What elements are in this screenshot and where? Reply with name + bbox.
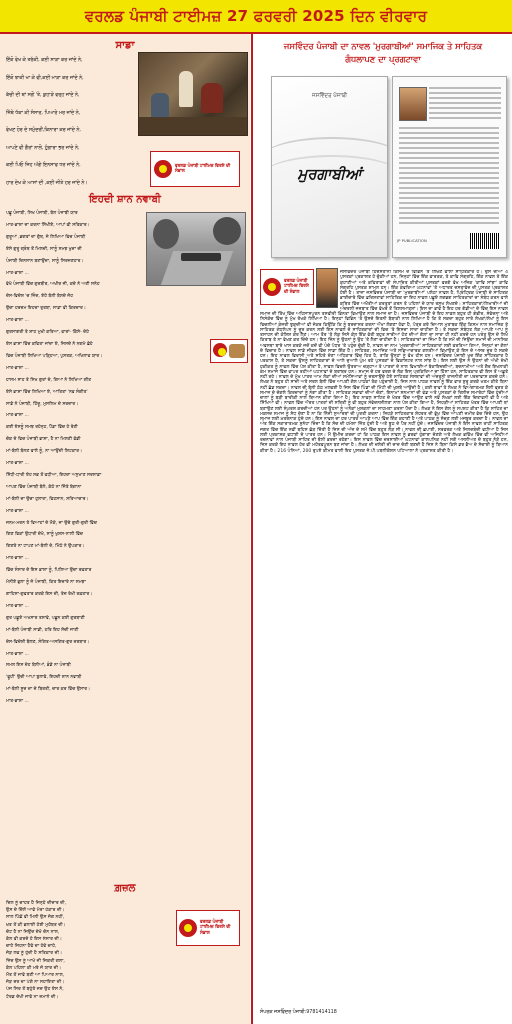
poem-line: ਖ਼ਤ ਤੋਂ ਕੀ ਭਲਾਈ ਹੋਈ ਮੁਹੱਬਤ ਦੀ। [6, 922, 66, 928]
newspaper-logo: ਵਰਲਡ ਪੰਜਾਬੀ ਟਾਈਮਜ਼ ਵਿਰਸੇ ਦੀ ਸੰਭਾਲ [260, 269, 314, 305]
poem-line: ਸਿੱਧੀ-ਧਾਰੀ ਏਹ ਸਭ ਤੋਂ ਵਧੀਆ, ਇਹਦਾ ਅਨੁਖਾਣ ਸਰਸਾਡਾ [6, 472, 102, 478]
poem-line: ਸਾਡੇ ਨੇ ਪੰਜਾਬੀ, ਹਿੱਦੂ, ਮੁਸਲਿਮ ਦੇ ਸਰਦਾਰ। [6, 401, 79, 407]
poem-line: ਵੇਖੇ ਪੰਜਾਬੀ ਵਿੱਚ ਗੁਰਬੀਰ, ਅਖੀਰ ਜੀ, ਕਦੇ ਨੇ ਅਣੀ ਸਨੇਹ [6, 282, 100, 288]
poem-line: ਮਾਤ-ਭਾਸ਼ਾ ... [6, 651, 29, 657]
poem-line: ਜਿੱਥੇ ਧੱਕਾ ਕੀ ਸੰਸਾਰ, ਪਿਆਰੇ ਮਰ ਜਾਂਦੇ ਨੇ, [6, 110, 81, 116]
poem-line: ਜਿੰਦ ਉਸ ਨੂੰ ਆਖੋ ਜੀ ਜਿਕਰੀ ਗਲਾ, [6, 958, 65, 964]
poem-line: ਮਾਤ-ਭਾਸ਼ਾ ... [6, 603, 29, 609]
poem-line: ਚੋਟ ਹੈ ਨਾ ਜਿਉਂਦ ਦੇਖੋ ਚੱਨ ਨਾਲ, [6, 929, 60, 935]
poem-line: ਕੱਲ ਪਹਿਲਾ ਕੀ ਮਰੇ ਜੇ ਯਾਰ ਦੀ। [6, 965, 62, 971]
poem-line: ਪੰਜ ਸਿਰ ਤੋਂ ਬਹੁੰਤੇ ਜਦ ਉਹ ਏਸ ਨੇ, [6, 987, 64, 993]
poem-line: ਗਿਣ ਵਿਕਾਂ ਉਧਾਰੀ ਦੇਖੋ, ਸਾਨੂੰ ਖੁਸ਼ਸ-ਨਾਲੀ ਵਿੱਚ [6, 532, 83, 538]
poem-ghazal [6, 900, 166, 1001]
poem-line: ਮਾਂ-ਬੋਲੀ ਬੋਲਣ ਵਾਲੇ ਨੂੰ, ਨਾ ਆਉਂਦੀ ਸ਼ਿਟਕਾਰ। [6, 449, 83, 455]
article-title: ਜਸਵਿੰਦਰ ਪੰਜਾਬੀ ਦਾ ਨਾਵਲ 'ਮੁਰਗਾਬੀਆਂ' ਸਮਾਜਿਕ ਤੇ ਸਾਹਿਤਕ ਗੰਧਲਾਪਣ ਦਾ ਪ੍ਰਗਟਾਵਾ [283, 41, 483, 64]
crowd-photo [146, 212, 246, 286]
poem-line: ਮਾਤ-ਭਾਸ਼ਾ ... [6, 461, 29, 467]
poem-line: ਸਮਲ ਇਸ ਦੇਹ ਬੋਲੀਆਂ, ਭੰਡੇ ਨਾ ਪੰਜਾਬੀ [6, 663, 71, 669]
poem-line: ਮੋਨੀਏ ਭੁਲਾ ਨੂੰ ਜੇ ਪੰਜਾਬੀ, ਕਿਤ ਇਦਾਰੇ ਨਾ ਸਮਝਾ [6, 580, 86, 586]
poem-line: ਪੰਜਾਬੀ ਦਿਨਸਾਨ ਬਣਾਉਂਦਾ, ਸਾਨੂੰ ਸਿਰਜਣਹਾਰ। [6, 258, 84, 264]
poem-line: ਕਈ ਪਿਓ ਜਿਹ ਅੱਗੇ ਇਨਸਾਫ ਧਰ ਜਾਂਦੇ ਨੇ, [6, 163, 81, 168]
poem-line: ਜਨਮ-ਮਰਨ ਤੇ ਵਿਆਹਾਂ ਦੇ ਮੌਕੇ, ਜਾ ਉਚੇ ਗੁਰੀ-ਗੁਰੀ ਵਿੱਚ [6, 520, 97, 526]
poem-line: ਹਾਰ ਦੇਖ ਕੇ ਆਸਾਂ ਦੀ ,ਕਈ ਜੀਤੇ ਹਰ ਜਾਂਦੇ ਨੇ। [6, 180, 88, 186]
poem-line: ਜੋੜ ਲਵ ਨੂੰ ਹੁੰਦੀ ਹੈ ਸਤਿਕਾਰ ਦੀ। [6, 951, 63, 957]
poem-line: ਇੱਕੋ ਝਾਕੀ ਖਾ ਕੇ ਵੀ,ਕਈ ਮਾੜਾ ਕਰ ਜਾਂਦੇ ਨੇ, [6, 75, 84, 81]
poem-line: ਉਸ ਦੇ ਦਿੱਲੋਂ ਆਵੇ ਮੇਰਾ ਹੰਕਾਰ ਦੀ। [6, 908, 65, 914]
painting-image [138, 52, 248, 136]
poem-line: ਏਸੇ ਗੁਰੂ ਗ੍ਰੰਥ ਤੋਂ ਮਿਲਦੀ, ਸਾਨੂੰ ਸਮਝ ਖੁਦਾ ਦੀ [6, 246, 82, 252]
poem-line: ਗੁਰਸਾਗਰੀ ਤੇ ਸ਼ਾਹ ਮੁਖੀ ਕਰਿਆ, ਵਾਰਾਂ- ਕਿੱਸੇ- ਦੋਹੇ [6, 330, 89, 336]
book-back-cover: JP PUBLICATION [392, 76, 507, 258]
poem-line: ਜੇੜ ਦਰ ਦਾ ਪੰਗੇ ਨਾ ਸਹਾਇਤਾ ਦੀ। [6, 980, 65, 986]
poem-line: ਵਿਚ ਪੰਜਾਬੀ ਲਿਖਿਆ ਪੜ੍ਹਿਆ, ਪੁਸਤਕ, ਅਖਿਲਾਵ ਯਾਰ। [6, 353, 103, 359]
poem-line: ਗੁਰ ਪਛੂਏ ਅਖਸਾਰ ਤਸਾਵੇ, ਪਛੂਨ ਕਈ ਗੁਰਬਾਣੀ [6, 615, 85, 621]
poem-line: ਮਾਤ-ਭਾਸ਼ਾ ... [6, 699, 29, 705]
logo-emblem-icon [213, 343, 227, 357]
newspaper-logo-small [210, 339, 248, 363]
poem-line: ਕਈ ਏਸਨੂੰ ਸਮਝ ਰਹੇਨ੍ਹ, ਪੈਂਡਾ ਵਿੱਚ ਹੋ ਰੋਣੀ [6, 425, 78, 431]
poem-line: ਦਿਲ ਨੂੰ ਚਾਹਤ ਹੈ ਜਿਨ੍ਹੇ ਦੀਦਾਰ ਦੀ, [6, 901, 67, 906]
author-photo [399, 87, 427, 121]
newspaper-logo: ਵਰਲਡ ਪੰਜਾਬੀ ਟਾਈਮਜ਼ ਵਿਰਸੇ ਦੀ ਸੰਭਾਲ [176, 910, 240, 946]
poem-line: ਦੇਸ-ਵਿਦੇਸ਼ 'ਚ ਜਿੰਦ, ਏਹੋ ਬੋਲੀ ਬੋਲਦੇ ਜੋਹ [6, 294, 73, 300]
poem-line: ਏਸ ਭਾਸ਼ਾ ਵਿੱਚ ਕਵਿਤਾ ਜਾਂਦਾ ਏ, ਜਿਸਦੇ ਨੇ ਨਗਮੇ ਛੋਹੇ [6, 341, 93, 347]
author-thumb [229, 344, 245, 358]
newspaper-logo: ਵਰਲਡ ਪੰਜਾਬੀ ਟਾਈਮਜ਼ ਵਿਰਸੇ ਦੀ ਸੰਭਾਲ [150, 151, 240, 187]
left-column [0, 34, 250, 1024]
poem-line: ਆਪਣੇ ਵੀ ਗੈਰਾਂ ਨਾਲੋਂ, ਹੁੰਗਾਰਾ ਭਰ ਜਾਂਦੇ ਨੇ, [6, 145, 80, 151]
poem-line: ਪਛੂ ਪੰਜਾਬੀ, ਸਿਖ ਪੰਜਾਬੀ, ਬੋਲ ਪੰਜਾਬੀ ਯਾਰ [6, 211, 78, 216]
poem-heading-ghazal: ਗ਼ਜ਼ਲ [114, 883, 136, 894]
poem-line: ਵਿੱਚ ਸੰਸਾਰ ਦੇ ਇਸ ਭਾਸ਼ਾ ਨੂੰ, ਪਿਲਿਆ ਉਚਾ ਰਫਤਾਰ [6, 568, 92, 574]
poem-line: ਮੌਤ ਤੋਂ ਜਾਵੇ ਬਣੀ ਆ ਪਿਆਰ ਨਾਲ, [6, 973, 65, 979]
poem-line: ਸਾਲ ਪਿੱਛੋਂ ਵੀ ਮਿਲੀ ਉਸ ਜੱਗ ਨਹੀਂ, [6, 915, 65, 921]
poem-line: ਗੁਰੂਆਂ ,ਭਗਤਾਂ ਦਾ ਗੁੱਥ, ਜੋ ਲਿਖਿਆ ਵਿਚ ਪੰਜਾਬੀ [6, 234, 86, 240]
poem-saada [6, 52, 134, 192]
poem-line: ਹਾਸਮ ਸਾਹ ਤੇ ਸਿਖ ਗੁਰਾਂ ਦੇ, ਗਿਆ ਨੇ ਲਿਖਿਆ ਗੀਤ [6, 377, 92, 383]
poem-heading-shaan-nawabi: ਇਹਦੀ ਸ਼ਾਨ ਨਵਾਬੀ [89, 194, 161, 205]
poem-line: 'ਫੂਹੀ' ਉਚੀ ਆਪਾ ਬੁਲਾਵੇ, ਇਹਦੀ ਸ਼ਾਨ ਨਵਾਬੀ [6, 675, 82, 681]
poem-line: ਟੋਰਡ ਦੇਖੀ ਜਾਵੇ ਨਾ ਜ਼ਮਾਨੇ ਦੀ। [6, 994, 59, 1000]
logo-emblem-icon [154, 160, 172, 178]
poem-line: ਚਾਹੇ ਜਿਹਨਾ ਹੈਵੇ ਦਾ ਹੋਵੇ ਚਾਹੇ, [6, 944, 57, 950]
poem-line: ਕੱਚੀ ਦੀ ਥਾਂ ਸਗੋਂ 'ਤੇ, ਕੁਹਾੜੇ ਵਰ੍ਹ ਜਾਂਦੇ ਨੇ, [6, 93, 80, 98]
poem-line: ਮਾਂ-ਬੋਲੀ ਸੂਦ ਦਾ ਦੇ ਬਿਰਤੀ, ਚਾਰ ਕਰ ਵਿੱਚ ਉਸਾਰ। [6, 687, 91, 693]
column-divider [251, 34, 253, 1024]
barcode-icon [470, 233, 500, 249]
poem-line: ਮਾਤ-ਭਾਸ਼ਾ ... [6, 270, 29, 276]
poem-line: ਆਪਣ ਵਿੱਚ ਪੰਜਾਬੀ ਬੋਲੋ, ਕੱਠੇ ਨਾ ਜਿੱਤੇ ਬੇਗਾਨਾ [6, 484, 82, 490]
poem-line: ਵੇਖਣ ਹੋਰ ਦੇ ਸਮੁੰਦਰੀਂ,ਕਿਨਾਰਾ ਕਰ ਜਾਂਦੇ ਨੇ, [6, 128, 81, 133]
poem-line: ਮਾਤ-ਭਾਸ਼ਾ ... [6, 318, 29, 324]
poem-line: ਉਚਾ ਹਰਦਮ ਇਹਦਾ ਰੁਤਬਾ, ਸਾਡਾ ਵੀ ਕਿਰਦਾਰ। [6, 306, 86, 312]
article-byline: ਸੰਪਰਕ ਜਸਵਿੰਦਰ ਪੰਜਾਬੀ:9781414118 [260, 1010, 337, 1015]
logo-emblem-icon [263, 278, 281, 296]
poem-line: ਗਿਣਤੇ ਨਾ ਟਾਪਣ ਮਾਂ-ਬੋਲੀ ਦੇ, ਮਿੱਠੇ ਨੇ ਉਪਕਾਰ। [6, 544, 85, 550]
poem-line: ਏਸੇ ਭਾਸ਼ਾ ਵਿੱਚ ਲਿਖਿਆ ਏ, ਆਤਿਤਾ 'ਨਵ ਸੰਗੀਤ' [6, 389, 88, 395]
poem-line: ਮਾਂ-ਬੋਲੀ ਦਾ ਉਚਾ ਹੁਲਾਰਾ, ਵਿਹਸਾਨ, ਸਤਿਆਚਾਰ। [6, 496, 89, 502]
poem-heading-saada: ਸਾਡਾ [115, 40, 135, 51]
right-column [254, 34, 512, 1024]
poem-line: ਮਾਤ-ਭਾਸ਼ਾ ... [6, 365, 29, 371]
poem-line: ਮਾਤ-ਭਾਸ਼ਾ ਦਾ ਕਰਨਾ ਸਿੱਖੀਏ, ਆਪਾਂ ਵੀ ਸਤਿਕਾਰ। [6, 222, 90, 228]
masthead-title: ਵਰਲਡ ਪੰਜਾਬੀ ਟਾਈਮਜ਼ 27 ਫਰਵਰੀ 2025 ਦਿਨ ਵੀਰਵਾਰ [84, 7, 428, 25]
logo-emblem-icon [179, 919, 197, 937]
author-portrait [316, 268, 338, 308]
poem-line: ਮਾਤ-ਭਾਸ਼ਾ ... [6, 413, 29, 419]
poem-line: ਕੱਲ ਵੀ ਕਰਦੇ ਹੋ ਇਸ ਸੰਸਾਰ ਦੀ। [6, 937, 62, 943]
masthead-banner [0, 0, 512, 34]
poem-line: ਚੋਕ ਦੇ ਵਿਚ ਪੰਜਾਬੀ ਭਾਸ਼ਾ, ਹੈ ਨਾ ਮਿਲਣੀ ਵੱਡੀ [6, 437, 81, 443]
poem-line: ਇੱਕੋ ਵੇਖ ਕੇ ਤਰੱਕੀ, ਕਈ ਸਾੜਾ ਕਰ ਜਾਂਦੇ ਨੇ, [6, 58, 83, 63]
poem-line: ਦੇਸ-ਵਿਦੇਸ਼ੀ ਬੋਲਣ, ਸੰਗਿਤ-ਅਸਗਿਤ-ਗੁਰ ਦਰਬਾਰ। [6, 639, 90, 645]
book-front-cover: ਜਸਵਿੰਦਰ ਪੰਜਾਬੀ ਮੁਰਗਾਬੀਆਂ [271, 76, 388, 258]
poem-line: ਗਾਹਿਸਾ-ਗੁਫਤਾਰ ਕਰਕੇ ਇਸ ਦੀ, ਤੇਜ਼ ਰੱਖੀ ਰਫ਼ਤਾਰ। [6, 592, 93, 597]
poem-line: ਮਾਤ-ਭਾਸ਼ਾ ... [6, 556, 29, 562]
poem-line: ਮਾਂ-ਬੋਲੀ ਪੰਜਾਬੀ ਸਾਡੀ, ਹਰਿ ਇਹ ਸੱਚੀ ਜਾਣੀ [6, 627, 79, 633]
poem-line: ਮਾਤ-ਭਾਸ਼ਾ ... [6, 508, 29, 514]
article-body: ਜਸਵਿੰਦਰ ਪੰਜਾਬੀ ਹਿੰਦੋਸਤਾਨੀ ਕਿਸਮ ਦੇ ਵਿਭਿੰਨ 'ਤੇ ਲਿਖਣ ਵਾਲਾ ਸਾਹਿਤਕਾਰ ਹੈ। ਉਸ ਦੀਆਂ 4 ਪੁਸਤਕਾਂ ਪ੍ਰਕਾਸ਼ਤ ਹੋ ਚੁੱਕੀਆਂ ਹਨ, ਜਿਨ੍ਹਾਂ ਵਿੱਚ ਇੱਕ ਵਾਰਤਕ, ਤੇ ਕਾਵਿ ਸੰਗ੍ਰਹਿ, ਇੱਕ ਨਾਵਲ ਤੇ ਇੱਕ ਕਹਾਣੀਆਂ ਅਤੇ ਕਵਿਤਾਵਾਂ ਦੀ ਸੰਪਾਦਿਤ ਕੀਤੀਆਂ ਪੁਸਤਕਾਂ ਵਰਗੇ ਵੱਖ ਅਜਿਕ 'ਕਾਵਿ ਸਾਂਝਾ' ਕਾਵਿ ਸੰਗ੍ਰਹਿ ਪੁਸਤਕ ਸ਼ਾਮਲ ਹਨ। ਇੱਕ ਕੰਵਰਿਆ ਘਟਨਾਵਾਂ 'ਤੇ ਅਧਾਰਤ ਦਸਤਾਵੇਜ਼ ਦੀ ਪੁਸਤਕ ਪ੍ਰਕਾਸ਼ਤ ਹੋਈ ਹੈ। ਤਾਜ਼ਾ ਜਸਵਿੰਦਰ ਪੰਜਾਬੀ ਦਾ 'ਮੁਰਗਾਬੀਆਂ' ਪਲੇਠਾ ਨਾਵਲ ਹੈ, ਪ੍ਰਿੰਟ੍ਰਿਕ ਪੰਜਾਬੀ ਦੇ ਸਾਹਿਤਕ ਭਾਈਚਾਰੇ ਵਿੱਚ ਫ਼ਰਿਸ਼ਤਾਵਾਂ ਸਾਹਿਤਿਕ ਦਾ ਇਹ ਨਾਵਲ ਪਛੂਏ ਲਗਭਗ ਸਾਹਿਤਕਾਰਾਂ ਦਾ ਸੰਬੰਧ ਕਰਨ ਵਾਲੇ ਕਥਿਤ ਵਿੱਚ ਅਖੌਤੀਆਂ ਕਰਤੂਤਾਂ ਕਰਨ ਤੇ ਪਹਿਲਾਂ ਦੇ ਯਾਰ ਰਸੂਖ ਲੱਖਣਦੇ। ਸਾਹਿਤਕਾਰਾਂ/ਲਿਖਾਰੀਆਂ ਦੀ ਅੰਦਰਲੀ ਜਜ਼ਬਾਤ ਵਿੱਚ ਵੱਖਰ ਤੋਂ ਤਿਲਸਮਾਤਸ਼ਾਂ। ਇਸ ਦਾ ਭਾਵ ਹੈ ਇਹ ਹਰ ਗੱਡੀਆਂ ਦੇ ਵਿੱਚ ਇਸ ਨਾਵਲ ਸਮਾਜ ਦੀ ਤਿੱਖ ਵਿੱਚ ਅਹਿਸਾਸਪੂਰਨ ਤਸਵੀਰੀ ਭਿੰਨਤਾ ਵਿਖਾਉਣ ਨਾਲ ਸਮਾਜ ਦਾ ਹੈ। ਜਸਵਿੰਦਰ ਪੰਜਾਬੀ ਦੇ ਇਹ ਨਾਵਲ ਬਹੁਤ ਹੀ ਗੰਭੀਰ, ਸੰਵੇਦਨਾ ਅਤੇ ਨਿਸੰਕੋਚ ਵਿੱਚ ਨੂੰ ਮੁੱਖ ਰੱਖਕੇ ਲਿਖਿਆ ਹੈ। ਇਨ੍ਹਾਂ ਵਿਭਿੰਨ 'ਤੇ ਉਸਦੇ ਇਤਨੀ ਬੇਬਾਕੀ ਨਾਲ ਲਿਖਿਆ ਹੈ ਕਿ ਤੇ ਸਕਦਾ ਬਹੁਤ ਸਾਰੇ ਲੇਖਕਾਂ/ਲੇਖਾਂ ਨੂੰ ਇਸ ਵਿਚਲੀਆਂ ਕੰਜਰੀ ਝੁਕਦੀਆਂ ਵੀ ਜੇਕਰ ਕਿਉਂਕਿ ਕਿ ਨੂੰ ਬਰਦਾਸ਼ਤ ਕਰਨਾ ਔਖਾ ਲੱਗਣਾ ਹੋਵਾ ਹੈ, ਪੱਤ੍ਰ ਕਰੇ ਚਿਆਲ ਮੁਤਾਬਕ ਇੱਕ ਕਿਸਮ ਨਾਲ ਸਮਾਜਿਕ ਤੇ ਸਾਹਿਤਕ ਗੰਧਲੇਪਨ ਨੂੰ ਦੂਰ ਕਰਨ ਲਈ ਇਸ ਨਾਵਲ ਦੇ ਸਾਹਿਤਕਾਰਾਂ ਦੀ ਵਿਚ 'ਤੇ ਇਸਦਾ ਸਾਰਾ ਚਾਹੀਦਾ ਹੈ। ਤੇ ਸਕਦਾ ਸੰਬੰਧਤ ਲੋਕ ਆਪਣੇ ਆਪ ਨੂੰ ਤਸਾਹਨ ਦੀ ਕੋਸ਼ਿਸ਼ ਕਰ ਲੈਣ। ਆਮ ਤੌਰ 'ਤੇ ਲੋਕ ਜਿਸੇ ਕੋਲ ਇੱਕ ਵੇਰੀ ਬਹੁਤ ਸਾਰੀਆਂ ਹੋਣ ਦੀਆਂ ਗੱਲਾਂ ਦਾ ਸਾਰਾ ਹੀ ਨਹੀਂ ਕਰਦੇ ਹਨ ਪਰੰਤੂ ਉਸ ਦੇ ਲਿਖੇ ਕਿਤਾਬ ਤੇ ਨਾ ਵੇਖਣ ਕਰ ਦਿੰਦੇ ਹਨ। ਇਹ ਜਿੰਨ ਨੂੰ ਉਹਨਾਂ ਨੂੰ ਉਹ 'ਤੇ ਲੈਣਾ ਚਾਹੀਦਾ ਹੈ। ਸਾਹਿਤਕਾਰਾਂ ਦਾ ਜਿੰਮਾ ਹੈ ਕਿ ਸਮੇਂ ਦੀ ਜਿਉਂਦਾ ਸਮਾਜ ਦੀ ਮਾਨਸਿਕ ਅਵਸਥਾ ਬਾਰੇ ਖਾਸ ਕਰਕੇ ਜਦੋਂ ਕਦੋਂ ਵੀ ਪੰਚੇ ਪੱਧਰ 'ਤੇ ਪਹੁੰਚ ਚੁੱਕੀ ਹੈ, ਨਾਵਲ ਦਾ ਨਾਮ 'ਮੁਰਗਾਬੀਆਂ' ਸਾਹਿਤਕਾਰਾਂ ਲਈ ਵਰਤਿਆ ਗਿਆ, ਜਿਨ੍ਹਾਂ ਦਾ ਗੱਲਾਂ ਦੇ ਵਿਚਾਰ ਹੈ। ਨਾਵਲ ਸਾਡੇ ਜੀਵਨ ਵਿੱਚ ਸਾਡਾ ਇੱਕ ਹੈ। ਸਾਹਿਤਕ, ਸਮਾਜਿਕ ਅਤੇ ਸਭਿਆਚਾਰਕ ਗਲਤੀਆਂ ਵਿਖਾਉਣ ਕੇ ਇਸ ਦੇ ਅਸਰ ਦੂਰ ਹੋ ਸਕਦੇ ਹਨ। ਇਹ ਨਾਵਲ ਵਿਰਾਸੀ ਅਤੇ ਸਹਿਤੇ ਦੇਣਾ ਅਧਿਕਾਰ ਵਿੱਚ ਹਿਤ ਹੈ, ਤਾਕਿ ਉਨ੍ਹਾਂ ਨੂੰ ਵੱਖ ਹੀਸ ਹਨ। ਜਸਵਿੰਦਰ ਪੰਜਾਬੀ ਖੁਦ ਇੱਕ ਸਾਹਿਤਕਾਰ ਹੈ ਪਰਕਾਸ਼ ਹੈ, ਤੇ ਸਕਦਾ ਉਸਨੂੰ ਸਾਹਿਤਕਾਰਾਂ ਦੇ ਆਲੇ ਦੁਆਲੇ ਘੁੰਮ ਰਹੇ ਪੁਸਤਕਾਂ ਦੇ ਵਿਕਾਸ਼ਟਰ ਨਾਲ ਸਾਂਝ ਹੈ। ਇਸ ਲਈ ਉਸ ਨੇ ਉਹਨਾਂ ਦੀ ਅੱਖੀ ਦੇਖੀ ਹਕੀਕਤ ਨੂੰ ਨਾਵਲ ਵਿੱਚ ਪੇਸ਼ ਕੀਤਾ ਹੈ, ਨਾਵਲ ਵਿਚਲੇ ਉਤਰਾਅ ਚੜ੍ਹਾਅ ਤੇ ਪਾਤਰਾਂ ਦੇ ਨਾਲ ਵਿਖਾਈਆਂ ਬੇਕਾਇਦਗੀਆਂ, ਬਦਨਾਮੀਆਂ ਅਤੇ ਗੈਰ ਇਖਲਾਕੀ ਕੰਮ ਸਮਾਜ ਵਿੱਚ ਵਾਪਰ ਰਹੀਆਂ ਘਟਨਾਵਾਂ ਦੇ ਬਰਾਬਰ ਹਨ। ਸਮਾਜ ਦੇ ਹਰ ਵਰਗ ਦੇ ਲੋਕ ਇਸ ਪ੍ਰਕਿਰਿਆ ਦਾ ਹਿੱਸਾ ਹਨ, ਸਾਹਿਤਕਾਰ ਵੀ ਇਸ ਤੋਂ ਅਛੂਤੇ ਨਹੀਂ ਰਹੇ। ਨਾਵਲ ਦੇ ਮੁੱਖ ਪਾਤਰ ਆਮ ਲੋਕਾਂ ਦੀਆਂ ਸਮੱਸਿਆਵਾਂ ਨੂੰ ਦਰਸਾਉਂਦੇ ਹੋਏ ਸਾਹਿਤਕ ਸੰਸਥਾਵਾਂ ਦੀ ਅੰਦਰੂਨੀ ਰਾਜਨੀਤੀ ਦਾ ਪਰਦਾਫਾਸ਼ ਕਰਦੇ ਹਨ। ਲੇਖਕ ਨੇ ਬਹੁਤ ਹੀ ਸਾਦੀ ਅਤੇ ਸਰਲ ਬੋਲੀ ਵਿੱਚ ਆਪਣੀ ਗੱਲ ਪਾਠਕਾਂ ਤੱਕ ਪਹੁੰਚਾਈ ਹੈ, ਜਿਸ ਨਾਲ ਪਾਠਕ ਨਾਵਲ ਨੂੰ ਇੱਕ ਵਾਰ ਸ਼ੁਰੂ ਕਰਕੇ ਖਤਮ ਕੀਤੇ ਬਿਨਾ ਨਹੀਂ ਛੱਡ ਸਕਦਾ। ਨਾਵਲ ਦੀ ਬੋਲੀ ਠੇਠ ਮਲਵਈ ਹੈ ਜਿਸ ਵਿੱਚ ਪਿੰਡਾਂ ਦੀ ਮਿੱਟੀ ਦੀ ਖੁਸ਼ਬੋ ਆਉਂਦੀ ਹੈ। ਕਈ ਥਾਵਾਂ ਤੇ ਲੇਖਕ ਨੇ ਵਿਅੰਗਾਤਮਕ ਸ਼ੈਲੀ ਵਰਤ ਕੇ ਸਮਾਜ ਦੇ ਦੋਗਲੇ ਕਿਰਦਾਰਾਂ ਨੂੰ ਨੰਗਾ ਕੀਤਾ ਹੈ। ਸਾਹਿਤਕ ਸਭਾਵਾਂ ਦੀਆਂ ਚੋਣਾਂ, ਇਨਾਮਾਂ ਸਨਮਾਨਾਂ ਦੀ ਵੰਡ ਅਤੇ ਪੁਸਤਕਾਂ ਦੇ ਰਿਲੀਜ਼ ਸਮਾਰੋਹਾਂ ਵਿੱਚ ਹੁੰਦੀਆਂ ਚਾਲਾਂ ਨੂੰ ਬੜੀ ਬਾਰੀਕੀ ਨਾਲ ਬਿਆਨ ਕੀਤਾ ਗਿਆ ਹੈ। ਇਹ ਨਾਵਲ ਸਾਹਿਤ ਦੇ ਖੇਤਰ ਵਿੱਚ ਆਉਣ ਵਾਲੇ ਨਵੇਂ ਲੇਖਕਾਂ ਲਈ ਇੱਕ ਚਿਤਾਵਨੀ ਵੀ ਹੈ ਅਤੇ ਸਿੱਖਿਆ ਵੀ। ਨਾਵਲ ਵਿੱਚ ਔਰਤ ਪਾਤਰਾਂ ਦੀ ਸਥਿਤੀ ਨੂੰ ਵੀ ਬਹੁਤ ਸੰਵੇਦਨਸ਼ੀਲਤਾ ਨਾਲ ਪੇਸ਼ ਕੀਤਾ ਗਿਆ ਹੈ, ਜਿਹੜੀਆਂ ਸਾਹਿਤਕ ਖੇਤਰ ਵਿੱਚ ਆਪਣੀ ਥਾਂ ਬਣਾਉਣ ਲਈ ਸੰਘਰਸ਼ ਕਰਦੀਆਂ ਹਨ ਪਰ ਉਹਨਾਂ ਨੂੰ ਅਨੇਕਾਂ ਮੁਸ਼ਕਲਾਂ ਦਾ ਸਾਹਮਣਾ ਕਰਨਾ ਪੈਂਦਾ ਹੈ। ਲੇਖਕ ਨੇ ਇਸ ਗੱਲ ਨੂੰ ਸਪਸ਼ਟ ਕੀਤਾ ਹੈ ਕਿ ਸਾਹਿਤ ਦਾ ਮਕਸਦ ਸਮਾਜ ਨੂੰ ਸੇਧ ਦੇਣਾ ਹੈ ਨਾ ਕਿ ਨਿੱਜੀ ਸੁਆਰਥਾਂ ਦੀ ਪੂਰਤੀ ਕਰਨਾ। ਜਿਹੜੇ ਸਾਹਿਤਕਾਰ ਸ਼ੋਹਰਤ ਦੀ ਭੁੱਖ ਵਿੱਚ ਆਪਣੀ ਜ਼ਮੀਰ ਵੇਚ ਦਿੰਦੇ ਹਨ, ਉਹ ਸਮਾਜ ਲਈ ਖ਼ਤਰਨਾਕ ਹੁੰਦੇ ਹਨ। ਇਸ ਨਾਵਲ ਦਾ ਹਰ ਪਾਤਰ ਆਪਣੇ ਆਪ ਵਿੱਚ ਇੱਕ ਕਹਾਣੀ ਹੈ ਅਤੇ ਪਾਠਕ ਨੂੰ ਸੋਚਣ ਲਈ ਮਜਬੂਰ ਕਰਦਾ ਹੈ। ਨਾਵਲ ਦਾ ਅੰਤ ਇੱਕ ਸਕਾਰਾਤਮਕ ਸੁਨੇਹਾ ਦਿੰਦਾ ਹੈ ਕਿ ਸੱਚ ਦੀ ਹਮੇਸ਼ਾ ਜਿੱਤ ਹੁੰਦੀ ਹੈ ਅਤੇ ਝੂਠ ਦੇ ਪੈਰ ਨਹੀਂ ਹੁੰਦੇ। ਜਸਵਿੰਦਰ ਪੰਜਾਬੀ ਨੇ ਇਸ ਨਾਵਲ ਰਾਹੀਂ ਸਾਹਿਤਕ ਜਗਤ ਵਿੱਚ ਇੱਕ ਨਵੀਂ ਬਹਿਸ ਛੇੜ ਦਿੱਤੀ ਹੈ ਜਿਸ ਦੀ ਅੱਜ ਦੇ ਸਮੇਂ ਵਿੱਚ ਬਹੁਤ ਲੋੜ ਸੀ। ਨਾਵਲ ਦੀ ਛਪਾਈ, ਸਰਵਰਕ ਅਤੇ ਜਿਲਦਬੰਦੀ ਵਧੀਆ ਹੈ ਜਿਸ ਲਈ ਪ੍ਰਕਾਸ਼ਕ ਵਧਾਈ ਦੇ ਪਾਤਰ ਹਨ। ਮੈਂ ਉਮੀਦ ਕਰਦਾ ਹਾਂ ਕਿ ਪਾਠਕ ਇਸ ਨਾਵਲ ਨੂੰ ਭਰਵਾਂ ਹੁੰਗਾਰਾ ਦੇਣਗੇ ਅਤੇ ਲੇਖਕ ਭਵਿੱਖ ਵਿੱਚ ਵੀ ਅਜਿਹੀਆਂ ਰਚਨਾਵਾਂ ਨਾਲ ਪੰਜਾਬੀ ਸਾਹਿਤ ਦੀ ਝੋਲੀ ਭਰਦਾ ਰਹੇਗਾ। ਇਸ ਨਾਵਲ ਵਿੱਚ ਦਰਸਾਈਆਂ ਘਟਨਾਵਾਂ ਕਾਲਪਨਿਕ ਨਹੀਂ ਸਗੋਂ ਅਸਲੀਅਤ ਦੇ ਬਹੁਤ ਨੇੜੇ ਹਨ, ਜਿਸ ਕਰਕੇ ਇਹ ਨਾਵਲ ਹੋਰ ਵੀ ਮਹੱਤਵਪੂਰਨ ਬਣ ਜਾਂਦਾ ਹੈ। ਲੇਖਕ ਦੀ ਦਲੇਰੀ ਦੀ ਦਾਦ ਦੇਣੀ ਬਣਦੀ ਹੈ ਜਿਸ ਨੇ ਬਿਨਾ ਕਿਸੇ ਡਰ ਭੈਅ ਦੇ ਸੱਚਾਈ ਨੂੰ ਬਿਆਨ ਕੀਤਾ ਹੈ। 216 ਪੰਨਿਆਂ, 200 ਰੁਪਏ ਕੀਮਤ ਵਾਲੀ ਇਹ ਪੁਸਤਕ ਜੇ.ਪੀ.ਪਬਲੀਕੇਸ਼ਨ ਪਟਿਆਲਾ ਨੇ ਪ੍ਰਕਾਸ਼ਤ ਕੀਤੀ ਹੈ। [260, 270, 508, 454]
